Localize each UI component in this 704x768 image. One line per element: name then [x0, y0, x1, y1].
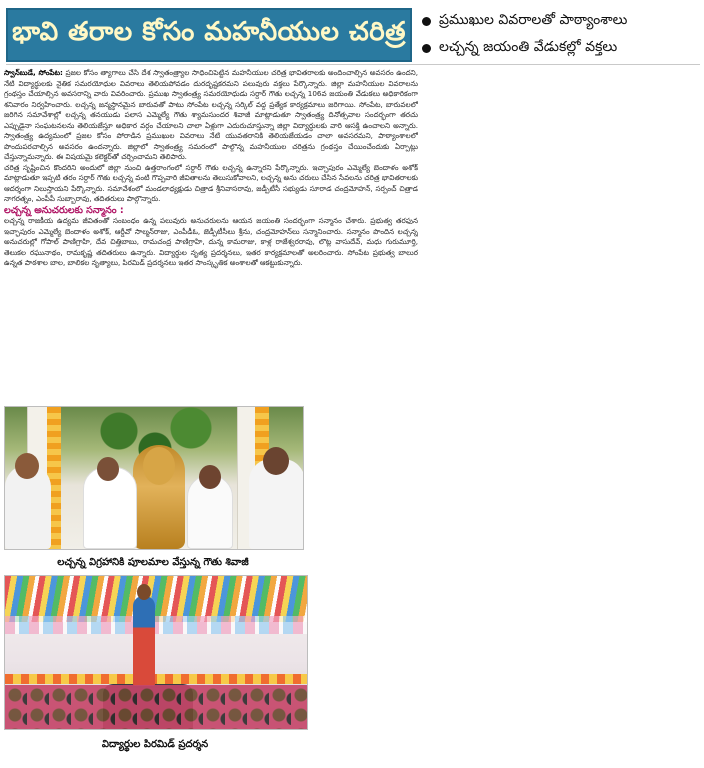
article-text: లచ్చన్న రాజకీయ ఉద్యమ జీవితంతో సంబంధం ఉన్న పలువురు అనుచరులను ఆయన జయంతి సందర్భంగా సన్మానం చేశారు. ప్రభుత్వ తరఫున ఇచ్ఛాపురం ఎమ్మెల్యే బెందాళం అశోక్, ఆర్డీవో సాల్మన్‌రాజు, ఎంపీడీఓ, జెడ్పీటీసీలు శ్రీను, చంద్రమోహన్‌లు సన్మానించారు. సన్మానం పొందిన లచ్చన్న అనుచరుల్లో గోపాల్ పాణిగ్రాహి, దేవ చిత్తిబాబు, రామచంద్ర పాణిగ్రాహి, దున్న కామరాజు, కాళ్ల రాజేశ్వరరావు, లొట్ల వాసుదేవ్, మధు గురుమూర్తి, తెలుకల రఘునాథం, రామకృష్ణ తదితరులు ఉన్నారు. విద్యార్థుల నృత్య ప్రదర్శనలు, ఇతర కార్యక్రమాలతో అలరించారు. సోంపేట ప్రభుత్వ బాలుర ఉన్నత పాఠశాల బాల, బాలికల నృత్యాలు, పిరమిడ్ ప్రదర్శనలు ఇతర సాంస్కృతిక అంశాలతో ఆకట్టుకున్నారు. — [4, 216, 418, 267]
student-on-top — [133, 596, 155, 686]
article-text: ప్రజల కోసం త్యాగాలు చేసి దేశ స్వాతంత్ర్యాల సాధించిపెట్టిన మహనీయుల చరిత్ర భావితరాలకు అందించాల్సిన అవసరం ఉందని, నేటి విద్యార్థులకు నైతిక సమరయోధుల వివరాలు తెలియపోవడం దురదృష్టకరమని పలువురు వక్తలు పేర్కొన్నారు. జిల్లా మహనీయుల వివరాలను గ్రంథస్తం చేయాల్సిన అవసరాన్ని వారు వివరించారు. ప్రముఖ స్వాతంత్ర్య సమరయోధుడు సర్దార్ గౌతు లచ్చన్న 106వ జయంతి వేడుకలు అధికారికంగా శనివారం నిర్వహించారు. లచ్చన్న జన్మస్థానమైన బారువతో పాటు సోంపేట లచ్చన్న సర్కిల్ వద్ద ప్రత్యేక కార్యక్రమాలు జరిగాయి. సోంపేట, బారువలలో జరిగిన సమావేశాల్లో లచ్చన్న తనయుడు పలాస ఎమ్మెల్యే గౌతు శ్యామసుందర శివాజీ మాట్లాడుతూ స్వాతంత్ర్య దినోత్సవాల సందర్భంగా తరచు ఎప్పుడైనా సంఘటనలను తెలియజేస్తూ అధికార వర్గం చేయాలని చాలా ఏళ్లుగా ఎదురుచూస్తున్నా జిల్లా విద్యార్థులకు వారి ఆసక్తి ఉంచాలని అన్నారు. స్వాతంత్ర్య ఉద్యమంలో ప్రజల కోసం పోరాడిన ప్రముఖుల వివరాలు నేటి యువతరానికి తెలియజేయడం చాలా అవసరమని, పాఠ్యాంశాలలో పొందుపరచాల్సిన అవసరం ఉందన్నారు. జిల్లాలో స్వాతంత్ర్య సమరంలో పాల్గొన్న మహనీయుల చరిత్రను గ్రంథస్తం చేయించేందుకు ఏర్పాట్లు చేస్తున్నామన్నారు. ఈ విషయమై కలెక్టర్‌తో చర్చించామని తెలిపారు. — [4, 68, 418, 161]
bullet-icon — [422, 17, 431, 26]
statue-head — [143, 447, 175, 485]
article-text: చరిత్ర సృష్టించిన కొందరిని అందులో జిల్లా నుంచి ఉత్తరాంగంలో సర్దార్ గౌతు లచ్చన్న ఉన్నారని పేర్కొన్నారు. ఇచ్ఛాపురం ఎమ్మెల్యే బెందాళం అశోక్ మాట్లాడుతూ ఇప్పటి తరం సర్దార్ గౌతు లచ్చన్న వంటి గొప్పవారి జీవితాలను తెలుసుకోవాలని, లచ్చన్న అను చరులు చేసిన సేవలను చరిత్ర భావితరాలకు ఆదర్శంగా నిలుస్తాయని పేర్కొన్నారు. సమావేశంలో మండలాధ్యక్షుడు చిత్రాడ శ్రీనివాసరావు, జడ్పీటీసీ సభ్యుడు సూరాడ చంద్రమోహన్, సర్పంచ్ చిత్రాడ నాగరత్నం, ఎంపీపీ సుబ్బారావు, తదితరులు పాల్గొన్నారు. — [4, 162, 418, 203]
person-head — [97, 457, 119, 481]
subhead-item — [418, 8, 700, 35]
photo-caption: విద్యార్థుల పిరమిడ్ ప్రదర్శన — [101, 739, 209, 750]
subhead-text: లచ్చన్న జయంతి వేడుకల్లో వక్తలు — [439, 39, 618, 55]
subhead-text: ప్రముఖుల వివరాలతో పాఠ్యాంశాలు — [439, 12, 628, 28]
article-paragraph — [4, 68, 418, 163]
headline-divider — [6, 64, 700, 65]
dateline: స్వాన్‌బుడే, సోంపేట: — [4, 68, 63, 77]
bullet-icon — [422, 44, 431, 53]
article-paragraph — [4, 206, 418, 269]
subheads — [418, 8, 700, 62]
subhead-item — [418, 35, 700, 62]
article-paragraph — [4, 163, 418, 205]
pyramid-display-photo — [4, 575, 308, 730]
person-head — [263, 447, 289, 475]
marigold-strip — [5, 674, 307, 684]
student-head — [137, 584, 151, 600]
photo-caption: లచ్చన్న విగ్రహానికి పూలమాల వేస్తున్న గౌతు శివాజీ — [57, 557, 249, 568]
statue-garlanding-photo — [4, 406, 304, 550]
audience-crowd — [5, 685, 307, 729]
article-body — [4, 68, 418, 407]
person-head — [199, 465, 221, 489]
ceiling-streamers — [5, 616, 307, 634]
headline: భావి తరాల కోసం మహనీయుల చరిత్ర — [6, 8, 412, 62]
section-subtitle: లచ్చన్న అనుచరులకు సన్మానం : — [4, 204, 124, 216]
person-head — [15, 453, 39, 479]
